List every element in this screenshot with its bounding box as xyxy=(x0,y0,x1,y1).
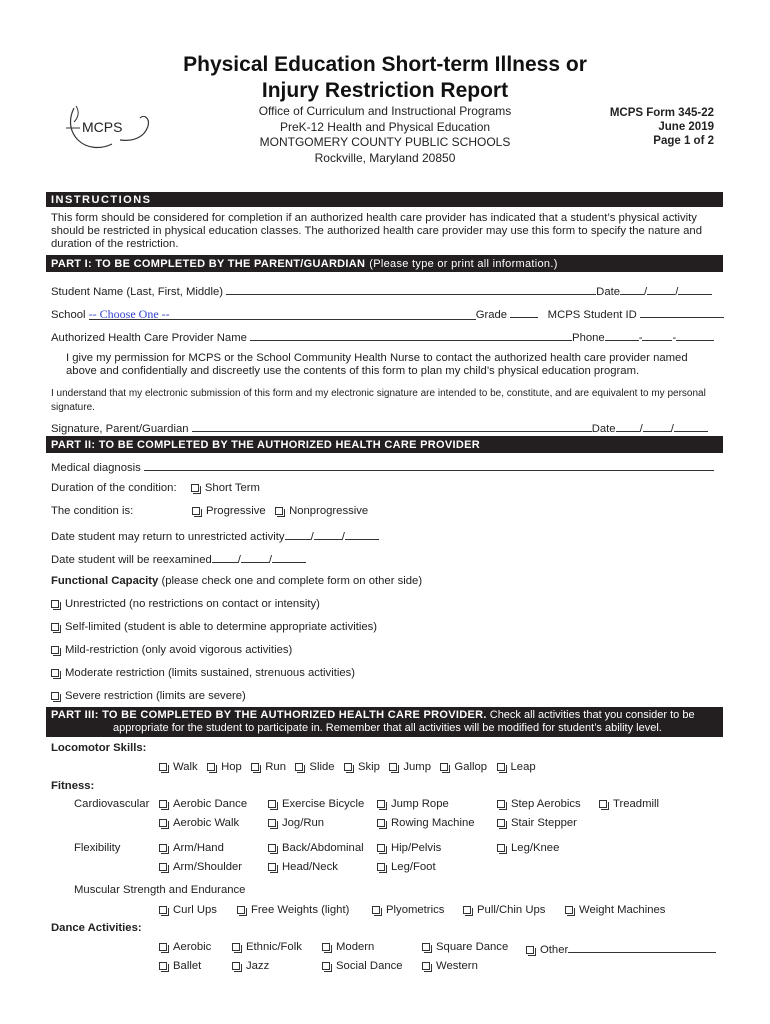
gallop-checkbox[interactable] xyxy=(440,763,448,771)
diagnosis-label: Medical diagnosis xyxy=(51,462,141,474)
weight-machines-checkbox[interactable] xyxy=(565,906,573,914)
gallop-label: Gallop xyxy=(454,761,488,773)
signature-label: Signature, Parent/Guardian xyxy=(51,423,189,435)
part2-heading-text: PART II: TO BE COMPLETED BY THE AUTHORIZED HEALTH CARE PROVIDER xyxy=(51,438,480,451)
social-dance-label: Social Dance xyxy=(336,960,403,972)
condition-label: The condition is: xyxy=(51,505,134,517)
jazz-checkbox[interactable] xyxy=(232,962,240,970)
arm-hand-label: Arm/Hand xyxy=(173,842,224,854)
form-title xyxy=(0,52,770,104)
student-name-field[interactable] xyxy=(226,283,596,295)
diagnosis-field[interactable] xyxy=(144,459,714,471)
flex-item xyxy=(268,861,338,874)
western-checkbox[interactable] xyxy=(422,962,430,970)
capacity-row xyxy=(51,575,422,588)
ethnic-folk-checkbox[interactable] xyxy=(232,943,240,951)
capacity-option xyxy=(51,621,377,634)
phone-label: Phone xyxy=(572,332,605,344)
part1-heading-note: (Please type or print all information.) xyxy=(369,257,558,270)
arm-shoulder-checkbox[interactable] xyxy=(159,863,167,871)
grade-label: Grade xyxy=(475,309,508,321)
cardio-item xyxy=(377,817,475,830)
school-select-value: -- Choose One -- xyxy=(88,307,170,321)
esign-text xyxy=(51,387,723,415)
head-neck-label: Head/Neck xyxy=(282,861,338,873)
modern-checkbox[interactable] xyxy=(322,943,330,951)
student-id-field[interactable] xyxy=(640,306,724,318)
walk-checkbox[interactable] xyxy=(159,763,167,771)
instructions-text xyxy=(51,212,721,251)
flex-item xyxy=(159,842,224,855)
slide-label: Slide xyxy=(309,761,335,773)
cardio-item xyxy=(268,798,364,811)
moderate-restriction-label: Moderate restriction (limits sustained, strenuous activities) xyxy=(65,667,356,679)
ballet-checkbox[interactable] xyxy=(159,962,167,970)
date-month-field[interactable] xyxy=(620,283,644,295)
office-line: Rockville, Maryland 20850 xyxy=(314,150,456,165)
plyometrics-checkbox[interactable] xyxy=(372,906,380,914)
school-label: School xyxy=(51,309,86,321)
return-label: Date student may return to unrestricted activity xyxy=(51,531,285,543)
skip-label: Skip xyxy=(357,761,380,773)
strength-item xyxy=(237,904,349,917)
form-identifier xyxy=(610,106,714,148)
cardio-item xyxy=(497,798,581,811)
curl-ups-label: Curl Ups xyxy=(173,904,217,916)
free-weights-label: Free Weights (light) xyxy=(251,904,350,916)
leg-foot-checkbox[interactable] xyxy=(377,863,385,871)
student-id-label: MCPS Student ID xyxy=(547,309,637,321)
free-weights-checkbox[interactable] xyxy=(237,906,245,914)
cardio-label: Cardiovascular xyxy=(74,798,150,810)
plyometrics-label: Plyometrics xyxy=(386,904,445,916)
signature-row: Signature, Parent/Guardian Date / / xyxy=(51,420,721,436)
dance-item xyxy=(322,960,403,973)
treadmill-checkbox[interactable] xyxy=(599,800,607,808)
leap-checkbox[interactable] xyxy=(497,763,505,771)
form-date: June 2019 xyxy=(658,121,714,133)
leg-knee-checkbox[interactable] xyxy=(497,844,505,852)
cardio-item xyxy=(377,798,449,811)
unrestricted-label: Unrestricted (no restrictions on contact or intensity) xyxy=(65,598,320,610)
back-abdominal-checkbox[interactable] xyxy=(268,844,276,852)
arm-shoulder-label: Arm/Shoulder xyxy=(173,861,243,873)
instructions-heading xyxy=(46,192,723,207)
dance-item xyxy=(322,941,374,954)
school-row xyxy=(51,306,721,322)
head-neck-checkbox[interactable] xyxy=(268,863,276,871)
locomotor-label: Locomotor Skills: xyxy=(51,742,147,754)
provider-name-label: Authorized Health Care Provider Name xyxy=(51,332,247,344)
part3-heading-note: Check all activities that you consider to be xyxy=(489,709,695,721)
other-checkbox[interactable] xyxy=(526,946,534,954)
condition-options xyxy=(192,505,368,518)
aerobic-label: Aerobic xyxy=(173,941,212,953)
flexibility-label: Flexibility xyxy=(74,842,121,854)
part1-heading xyxy=(46,255,723,272)
jump-checkbox[interactable] xyxy=(389,763,397,771)
treadmill-label: Treadmill xyxy=(613,798,660,810)
permission-text xyxy=(66,352,726,378)
page-number: Page 1 of 2 xyxy=(653,135,714,147)
date-label: Date xyxy=(596,286,621,298)
aerobic-walk-label: Aerobic Walk xyxy=(173,817,240,829)
aerobic-walk-checkbox[interactable] xyxy=(159,819,167,827)
provider-row: Authorized Health Care Provider Name Phone - - xyxy=(51,329,721,345)
self-limited-label: Self-limited (student is able to determine appropriate activities) xyxy=(65,621,378,633)
aerobic-checkbox[interactable] xyxy=(159,943,167,951)
square-dance-checkbox[interactable] xyxy=(422,943,430,951)
reexamined-year-field[interactable] xyxy=(272,551,306,563)
signature-date-month[interactable] xyxy=(616,420,640,432)
capacity-option xyxy=(51,690,246,703)
provider-name-field[interactable] xyxy=(250,329,572,341)
part3-heading-text: PART III: TO BE COMPLETED BY THE AUTHORIZED HEALTH CARE PROVIDER. xyxy=(51,709,487,721)
flex-item xyxy=(497,842,559,855)
strength-item xyxy=(463,904,545,917)
reexamined-month-field[interactable] xyxy=(212,551,238,563)
jazz-label: Jazz xyxy=(246,960,270,972)
dance-item xyxy=(159,960,201,973)
short-term-checkbox[interactable] xyxy=(191,484,199,492)
dance-item xyxy=(526,941,716,957)
stair-stepper-checkbox[interactable] xyxy=(497,819,505,827)
strength-item xyxy=(372,904,444,917)
hop-checkbox[interactable] xyxy=(207,763,215,771)
svg-text:MCPS: MCPS xyxy=(82,119,123,135)
step-aerobics-checkbox[interactable] xyxy=(497,800,505,808)
stair-stepper-label: Stair Stepper xyxy=(511,817,577,829)
return-row: Date student may return to unrestricted activity / / xyxy=(51,528,379,544)
reexamined-day-field[interactable] xyxy=(241,551,269,563)
fitness-label: Fitness: xyxy=(51,780,95,792)
date-day-field[interactable] xyxy=(647,283,675,295)
exercise-bicycle-checkbox[interactable] xyxy=(268,800,276,808)
jump-rope-checkbox[interactable] xyxy=(377,800,385,808)
title-line-1: Physical Education Short-term Illness or xyxy=(183,53,587,76)
step-aerobics-label: Step Aerobics xyxy=(511,798,581,810)
title-line-2: Injury Restriction Report xyxy=(261,79,509,102)
office-line: PreK-12 Health and Physical Education xyxy=(279,119,491,134)
progressive-checkbox[interactable] xyxy=(192,507,200,515)
school-select[interactable] xyxy=(89,308,476,320)
walk-label: Walk xyxy=(173,761,198,773)
student-name-row: Student Name (Last, First, Middle) Date / / xyxy=(51,283,721,299)
leap-label: Leap xyxy=(510,761,536,773)
signature-date-day[interactable] xyxy=(643,420,671,432)
instructions-line: duration of the restriction. xyxy=(51,238,179,250)
permission-line: I give my permission for MCPS or the School Community Health Nurse to contact the authorized health care provider named xyxy=(66,352,688,364)
date-year-field[interactable] xyxy=(678,283,712,295)
pull-chin-ups-label: Pull/Chin Ups xyxy=(477,904,546,916)
aerobic-dance-label: Aerobic Dance xyxy=(173,798,248,810)
cardio-item xyxy=(268,817,324,830)
jump-rope-label: Jump Rope xyxy=(391,798,449,810)
short-term-label: Short Term xyxy=(204,482,260,494)
flex-item xyxy=(377,842,441,855)
diagnosis-row xyxy=(51,459,721,475)
dance-item xyxy=(422,941,508,954)
phone-prefix-field[interactable] xyxy=(642,329,672,341)
capacity-option xyxy=(51,667,355,680)
jog-run-label: Jog/Run xyxy=(282,817,325,829)
capacity-option xyxy=(51,598,320,611)
leg-foot-label: Leg/Foot xyxy=(391,861,436,873)
part3-heading xyxy=(46,707,723,737)
flex-item xyxy=(159,861,242,874)
aerobic-dance-checkbox[interactable] xyxy=(159,800,167,808)
cardio-item xyxy=(497,817,577,830)
slide-checkbox[interactable] xyxy=(295,763,303,771)
capacity-label: Functional Capacity xyxy=(51,575,159,587)
cardio-item xyxy=(599,798,659,811)
progressive-label: Progressive xyxy=(206,505,266,517)
mild-restriction-label: Mild-restriction (only avoid vigorous activities) xyxy=(65,644,293,656)
square-dance-label: Square Dance xyxy=(436,941,509,953)
part2-heading xyxy=(46,436,723,453)
return-year-field[interactable] xyxy=(345,528,379,540)
other-label: Other xyxy=(540,944,569,956)
phone-line-field[interactable] xyxy=(676,329,714,341)
return-day-field[interactable] xyxy=(314,528,342,540)
part3-heading-note-2: appropriate for the student to participate in. Remember that all activities will be modified for student’s ability level. xyxy=(113,722,662,734)
office-line: MONTGOMERY COUNTY PUBLIC SCHOOLS xyxy=(259,135,511,149)
jog-run-checkbox[interactable] xyxy=(268,819,276,827)
strength-item xyxy=(159,904,217,917)
unrestricted-checkbox[interactable] xyxy=(51,600,59,608)
return-month-field[interactable] xyxy=(285,528,311,540)
permission-line: above and confidentially and discreetly use the contents of this form to plan my child’s physical education program. xyxy=(66,365,640,377)
exercise-bicycle-label: Exercise Bicycle xyxy=(282,798,365,810)
self-limited-checkbox[interactable] xyxy=(51,623,59,631)
esign-line: I understand that my electronic submission of this form and my electronic signature are intended to be, constitute, and are equivalent to my personal xyxy=(51,388,706,399)
back-abdominal-label: Back/Abdominal xyxy=(282,842,364,854)
social-dance-checkbox[interactable] xyxy=(322,962,330,970)
strength-label: Muscular Strength and Endurance xyxy=(74,884,246,896)
dance-item xyxy=(422,960,478,973)
form-number: MCPS Form 345-22 xyxy=(609,107,714,119)
curl-ups-checkbox[interactable] xyxy=(159,906,167,914)
office-line: Office of Curriculum and Instructional Programs xyxy=(258,104,512,118)
other-field[interactable] xyxy=(568,941,716,953)
phone-area-field[interactable] xyxy=(605,329,639,341)
instructions-line: This form should be considered for completion if an authorized health care provider has indicated that a student’s physical activity xyxy=(51,212,697,224)
pull-chin-ups-checkbox[interactable] xyxy=(463,906,471,914)
reexamined-row: Date student will be reexamined / / xyxy=(51,551,306,567)
severe-restriction-label: Severe restriction (limits are severe) xyxy=(65,690,246,702)
hip-pelvis-checkbox[interactable] xyxy=(377,844,385,852)
jump-label: Jump xyxy=(403,761,431,773)
capacity-option xyxy=(51,644,292,657)
duration-label: Duration of the condition: xyxy=(51,482,177,494)
severe-restriction-checkbox[interactable] xyxy=(51,692,59,700)
dance-item xyxy=(232,941,302,954)
ballet-label: Ballet xyxy=(173,960,202,972)
cardio-item xyxy=(159,798,247,811)
nonprogressive-label: Nonprogressive xyxy=(289,505,369,517)
capacity-note: (please check one and complete form on other side) xyxy=(161,575,423,587)
esign-line: signature. xyxy=(51,402,95,413)
duration-row xyxy=(51,482,260,495)
strength-item xyxy=(565,904,665,917)
rowing-machine-checkbox[interactable] xyxy=(377,819,385,827)
flex-item xyxy=(377,861,436,874)
weight-machines-label: Weight Machines xyxy=(579,904,666,916)
part1-heading-text: PART I: TO BE COMPLETED BY THE PARENT/GUARDIAN xyxy=(51,257,366,270)
ethnic-folk-label: Ethnic/Folk xyxy=(246,941,302,953)
nonprogressive-checkbox[interactable] xyxy=(275,507,283,515)
signature-date-year[interactable] xyxy=(674,420,708,432)
office-address xyxy=(200,104,570,166)
student-name-label: Student Name (Last, First, Middle) xyxy=(51,286,224,298)
grade-field[interactable] xyxy=(510,306,538,318)
mcps-logo xyxy=(60,100,160,160)
skip-checkbox[interactable] xyxy=(344,763,352,771)
hip-pelvis-label: Hip/Pelvis xyxy=(391,842,442,854)
moderate-restriction-checkbox[interactable] xyxy=(51,669,59,677)
arm-hand-checkbox[interactable] xyxy=(159,844,167,852)
rowing-machine-label: Rowing Machine xyxy=(391,817,475,829)
mild-restriction-checkbox[interactable] xyxy=(51,646,59,654)
cardio-item xyxy=(159,817,239,830)
modern-label: Modern xyxy=(336,941,375,953)
flex-item xyxy=(268,842,364,855)
condition-row xyxy=(51,505,133,518)
hop-label: Hop xyxy=(221,761,242,773)
dance-item xyxy=(232,960,269,973)
signature-date-label: Date xyxy=(591,423,616,435)
leg-knee-label: Leg/Knee xyxy=(511,842,560,854)
instructions-heading-text: INSTRUCTIONS xyxy=(51,193,152,206)
signature-field[interactable] xyxy=(192,420,592,432)
western-label: Western xyxy=(436,960,478,972)
run-label: Run xyxy=(265,761,286,773)
instructions-line: should be restricted in physical education classes. The authorized health care provider may use this form to specify the nature and xyxy=(51,225,702,237)
dance-item xyxy=(159,941,211,954)
dance-label: Dance Activities: xyxy=(51,922,142,934)
reexamined-label: Date student will be reexamined xyxy=(51,554,212,566)
run-checkbox[interactable] xyxy=(251,763,259,771)
locomotor-row xyxy=(159,761,536,774)
